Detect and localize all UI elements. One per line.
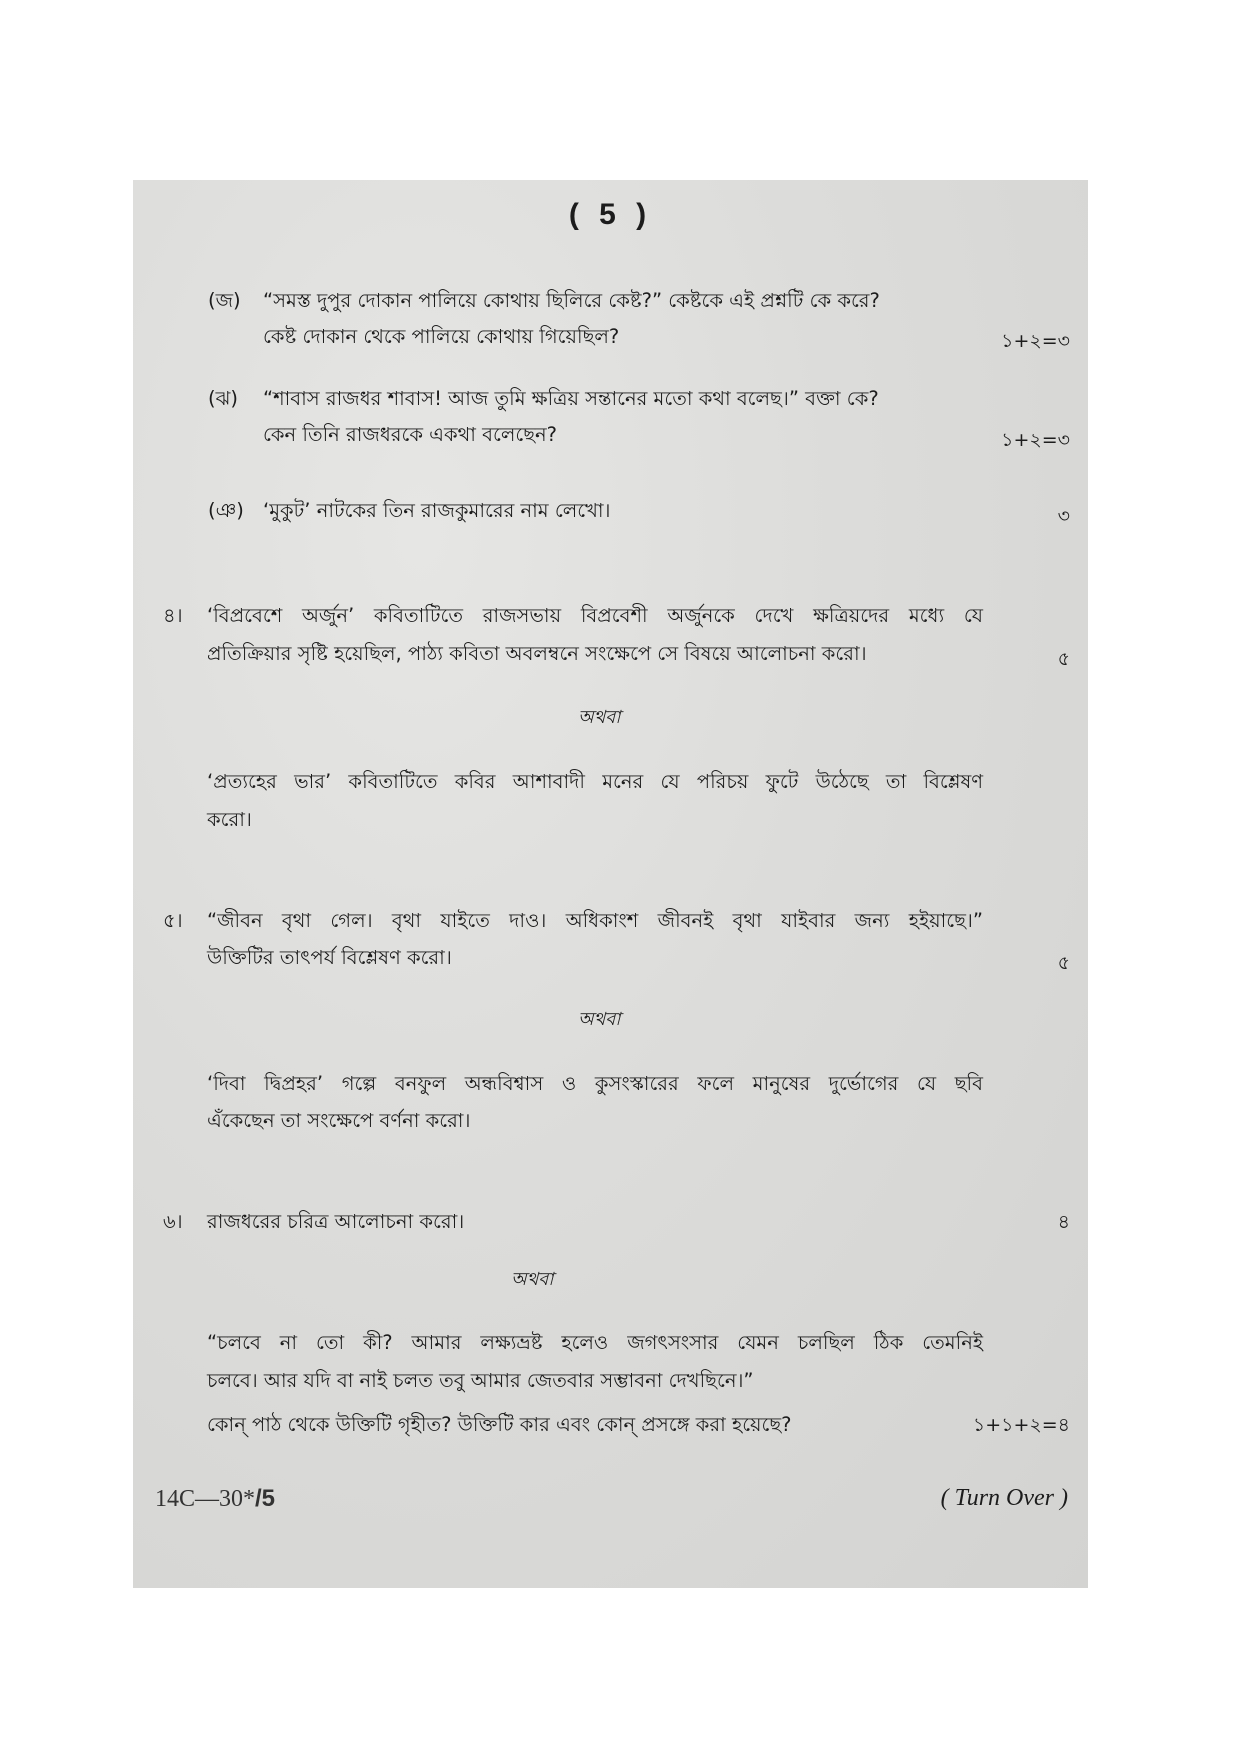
item-line-1: “শাবাস রাজধর শাবাস! আজ তুমি ক্ষত্রিয় সন্তানের মতো কথা বলেছ।” বক্তা কে? <box>263 387 879 410</box>
paper-code <box>155 1485 275 1513</box>
turn-over-note: ( Turn Over ) <box>940 1485 1068 1511</box>
alternative-line-1: ‘প্রত্যহের ভার’ কবিতাটিতে কবির আশাবাদী মনের যে পরিচয় ফুটে উঠেছে তা বিশ্লেষণ <box>207 770 983 793</box>
or-separator: অথবা <box>511 1269 554 1290</box>
question-number: ৬। <box>163 1210 183 1233</box>
alternative-line-2: এঁকেছেন তা সংক্ষেপে বর্ণনা করো। <box>207 1109 471 1132</box>
alternative-line-2: করো। <box>207 808 252 831</box>
alternative-line-1: “চলবে না তো কী? আমার লক্ষ্যভ্রষ্ট হলেও জগৎসংসার যেমন চলছিল ঠিক তেমনিই <box>207 1331 983 1354</box>
or-separator: অথবা <box>578 1009 621 1030</box>
alternative-line-2: চলবে। আর যদি বা নাই চলত তবু আমার জেতবার সম্ভাবনা দেখছিনে।” <box>207 1369 754 1392</box>
page-number: ( 5 ) <box>568 198 653 231</box>
question-line-2: উক্তিটির তাৎপর্য বিশ্লেষণ করো। <box>207 946 452 969</box>
item-line-1: “সমস্ত দুপুর দোকান পালিয়ে কোথায় ছিলিরে কেষ্ট?” কেষ্টকে এই প্রশ্নটি কে করে? <box>263 289 880 312</box>
question-marks: ৪ <box>1057 1211 1070 1233</box>
question-line-1: “জীবন বৃথা গেল। বৃথা যাইতে দাও। অধিকাংশ জীবনই বৃথা যাইবার জন্য হইয়াছে।” <box>207 909 983 932</box>
question-line-1: রাজধরের চরিত্র আলোচনা করো। <box>207 1210 465 1233</box>
item-marks: ১+২=৩ <box>1001 429 1070 451</box>
exam-page <box>133 180 1088 1588</box>
question-number: ৫। <box>163 909 183 932</box>
paper-code-suffix: /5 <box>255 1485 276 1512</box>
question-marks: ৫ <box>1057 952 1070 974</box>
item-marks: ১+২=৩ <box>1001 330 1070 352</box>
alternative-line-1: ‘দিবা দ্বিপ্রহর’ গল্পে বনফুল অন্ধবিশ্বাস ও কুসংস্কারের ফলে মানুষের দুর্ভোগের যে ছবি <box>207 1072 983 1095</box>
paper-code-prefix: 14C—30* <box>155 1486 256 1512</box>
question-line-1: ‘বিপ্রবেশে অর্জুন’ কবিতাটিতে রাজসভায় বিপ্রবেশী অর্জুনকে দেখে ক্ষত্রিয়দের মধ্যে যে <box>207 604 983 627</box>
item-marks: ৩ <box>1057 505 1070 527</box>
or-separator: অথবা <box>578 707 621 728</box>
question-number: ৪। <box>163 604 183 627</box>
item-line-2: কেন তিনি রাজধরকে একথা বলেছেন? <box>263 423 557 446</box>
item-label: (ঞ) <box>208 499 244 522</box>
alternative-line-3: কোন্ পাঠ থেকে উক্তিটি গৃহীত? উক্তিটি কার এবং কোন্ প্রসঙ্গে করা হয়েছে? <box>207 1413 792 1436</box>
item-line-1: ‘মুকুট’ নাটকের তিন রাজকুমারের নাম লেখো। <box>263 499 611 522</box>
item-label: (ঝ) <box>208 387 238 410</box>
question-line-2: প্রতিক্রিয়ার সৃষ্টি হয়েছিল, পাঠ্য কবিতা অবলম্বনে সংক্ষেপে সে বিষয়ে আলোচনা করো। <box>207 642 867 665</box>
alternative-marks: ১+১+২=৪ <box>972 1414 1070 1436</box>
item-label: (জ) <box>208 289 241 312</box>
item-line-2: কেষ্ট দোকান থেকে পালিয়ে কোথায় গিয়েছিল? <box>263 325 620 348</box>
question-marks: ৫ <box>1057 648 1070 670</box>
